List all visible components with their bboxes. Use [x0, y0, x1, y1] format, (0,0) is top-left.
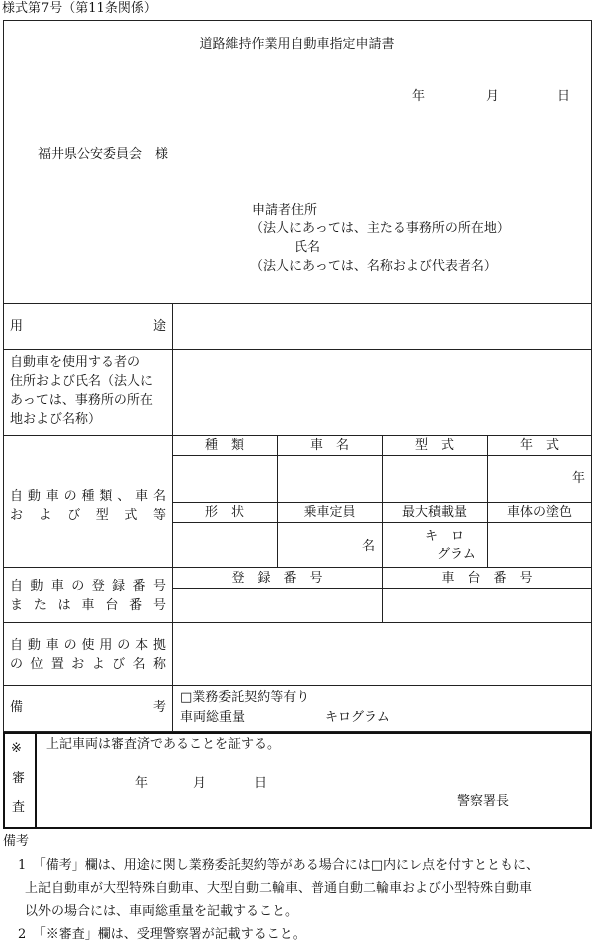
header-model: 型 式 — [414, 438, 454, 453]
user-info-field[interactable] — [174, 351, 590, 434]
user-info-line: 地および名称） — [10, 412, 102, 427]
divider — [3, 685, 592, 686]
gross-weight-unit: キログラム — [325, 710, 390, 725]
registration-line: 自動車の登録番号 — [10, 579, 166, 594]
header-model-year: 年 式 — [519, 438, 559, 453]
row-label-user-info — [10, 353, 153, 429]
inspection-mark: ※ — [11, 741, 22, 756]
base-field[interactable] — [174, 624, 590, 684]
applicant-address-note: （法人にあっては、主たる事務所の所在地） — [250, 221, 510, 236]
user-info-line: あっては、事務所の所在 — [10, 393, 153, 408]
row-label-remarks — [10, 701, 166, 714]
grid-line — [382, 435, 383, 567]
vehicle-type-line: および型式等 — [10, 508, 166, 523]
remarks-label: 備 考 — [10, 700, 166, 715]
addressee: 福井県公安委員会 様 — [38, 147, 169, 162]
capacity-unit: 名 — [362, 539, 376, 554]
header-chassis-number: 車 台 番 号 — [441, 571, 533, 586]
purpose-field[interactable] — [174, 305, 590, 348]
user-info-line: 自動車を使用する者の — [10, 355, 141, 370]
divider — [3, 622, 592, 623]
chassis-number-field[interactable] — [384, 590, 591, 621]
shape-field[interactable] — [174, 524, 276, 566]
header-body-color: 車体の塗色 — [506, 505, 572, 520]
form-id: 様式第7号（第11条関係） — [2, 1, 157, 16]
max-load-unit-kilo: キ ロ — [425, 529, 465, 544]
divider — [3, 435, 592, 436]
car-name-field[interactable] — [279, 457, 381, 501]
grid-line — [487, 435, 488, 567]
applicant-name-note: （法人にあっては、名称および代表者名） — [250, 259, 497, 274]
inspection-day[interactable]: 日 — [254, 776, 268, 791]
row-label-purpose — [10, 320, 166, 333]
base-line: の位置および名称 — [10, 657, 166, 672]
model-year-unit: 年 — [572, 471, 586, 486]
max-load-unit-gram: グラム — [437, 547, 476, 562]
inspection-separator — [35, 732, 37, 829]
divider — [3, 349, 592, 350]
registration-line: または車台番号 — [10, 598, 166, 613]
note-line: 1 「備考」欄は、用途に関し業務委託契約等がある場合には□内にレ点を付すとともに、 — [18, 858, 540, 873]
header-registration-number: 登 録 番 号 — [231, 571, 323, 586]
vehicle-type-line: 自動車の種類、車名 — [10, 489, 166, 504]
header-type: 種 類 — [204, 438, 244, 453]
inspection-char: 査 — [12, 800, 26, 815]
body-color-field[interactable] — [489, 524, 591, 566]
row-label-vehicle-type — [10, 487, 166, 525]
divider — [3, 303, 592, 304]
police-chief: 警察署長 — [457, 794, 510, 809]
header-shape: 形 状 — [204, 505, 244, 520]
note-line: 2 「※審査」欄は、受理警察署が記載すること。 — [18, 927, 306, 942]
header-capacity: 乗車定員 — [303, 505, 356, 520]
row-label-base — [10, 636, 166, 674]
divider — [3, 567, 592, 568]
registration-number-field[interactable] — [174, 590, 381, 621]
date-month[interactable]: 月 — [486, 89, 500, 104]
gross-weight-label: 車両総重量 — [180, 710, 246, 725]
contract-checkbox[interactable]: □業務委託契約等有り — [180, 690, 310, 705]
user-info-line: 住所および氏名（法人に — [10, 374, 154, 389]
row-label-registration — [10, 577, 166, 615]
applicant-address-label: 申請者住所 — [252, 203, 318, 218]
model-field[interactable] — [384, 457, 486, 501]
inspection-year[interactable]: 年 — [135, 776, 149, 791]
purpose-label: 用 途 — [10, 319, 166, 334]
form-title: 道路維持作業用自動車指定申請書 — [199, 37, 395, 52]
notes-heading: 備考 — [3, 834, 30, 849]
header-car-name: 車 名 — [309, 438, 349, 453]
date-year[interactable]: 年 — [412, 89, 426, 104]
applicant-name-label: 氏名 — [294, 240, 321, 255]
inspection-char: 審 — [12, 771, 26, 786]
date-day[interactable]: 日 — [557, 89, 571, 104]
inspection-month[interactable]: 月 — [193, 776, 207, 791]
note-line: 上記自動車が大型特殊自動車、大型自動二輪車、普通自動二輪車および小型特殊自動車 — [25, 881, 533, 896]
base-line: 自動車の使用の本拠 — [10, 638, 166, 653]
grid-line — [277, 435, 278, 567]
inspection-statement: 上記車両は審査済であることを証する。 — [46, 737, 281, 752]
header-max-load: 最大積載量 — [401, 505, 467, 520]
type-field[interactable] — [174, 457, 276, 501]
note-line: 以外の場合には、車両総重量を記載すること。 — [25, 904, 299, 919]
